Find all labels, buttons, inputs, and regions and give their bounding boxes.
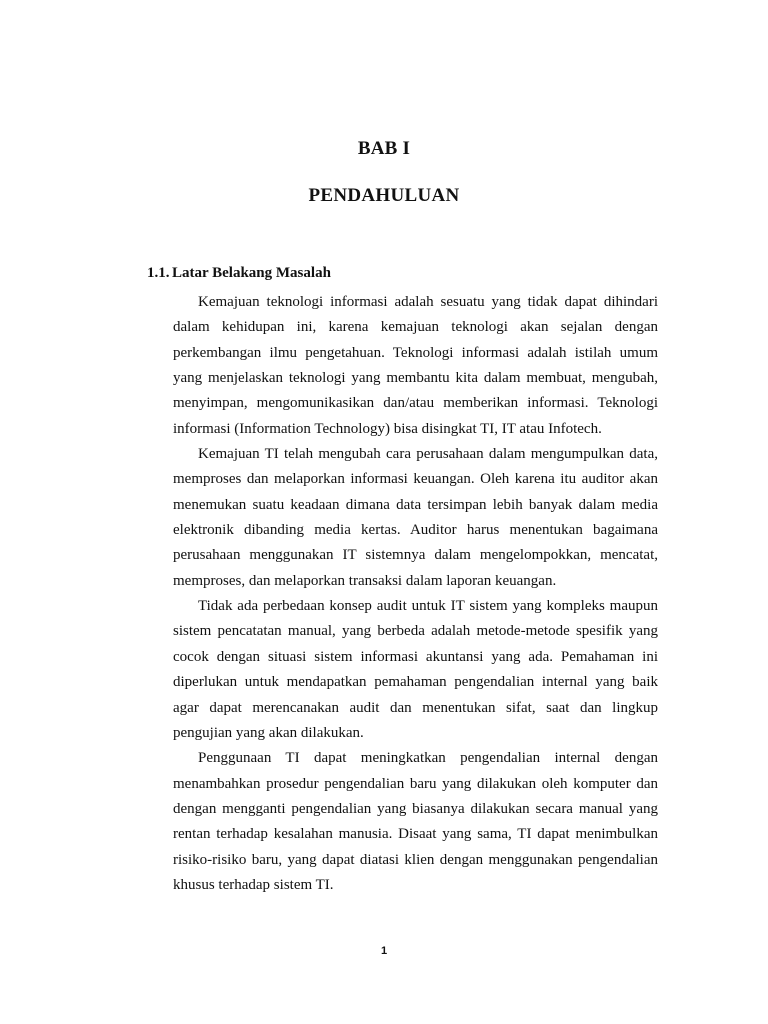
paragraph: Tidak ada perbedaan konsep audit untuk IT sistem yang kompleks maupun sistem pencatatan manual, yang berbeda adalah metode-metode spesifik yang cocok dengan situasi sistem informasi akuntansi yang ada. Pemahaman ini diperlukan untuk mendapatkan pemahaman pengendalian internal yang baik agar dapat merencanakan audit dan menentukan sifat, saat dan lingkup pengujian yang akan dilakukan.	[173, 598, 658, 741]
chapter-label: BAB I	[357, 138, 411, 159]
section-title: Latar Belakang Masalah	[172, 265, 331, 281]
section-heading	[147, 265, 331, 282]
chapter-title: PENDAHULUAN	[308, 185, 460, 206]
section-number: 1.1.	[147, 265, 170, 281]
paragraph: Penggunaan TI dapat meningkatkan pengendalian internal dengan menambahkan prosedur pengendalian baru yang dilakukan oleh komputer dan dengan mengganti pengendalian yang biasanya dilakukan secara manual yang rentan terhadap kesalahan manusia. Disaat yang sama, TI dapat menimbulkan risiko-risiko baru, yang dapat diatasi klien dengan menggunakan pengendalian khusus terhadap sistem TI.	[173, 750, 658, 893]
page-number: 1	[380, 945, 388, 957]
paragraph: Kemajuan TI telah mengubah cara perusahaan dalam mengumpulkan data, memproses dan melaporkan informasi keuangan. Oleh karena itu auditor akan menemukan suatu keadaan dimana data tersimpan lebih banyak dalam media elektronik dibanding media kertas. Auditor harus menentukan bagaimana perusahaan menggunakan IT sistemnya dalam mengelompokkan, mencatat, memproses, dan melaporkan transaksi dalam laporan keuangan.	[173, 446, 658, 589]
paragraph: Kemajuan teknologi informasi adalah sesuatu yang tidak dapat dihindari dalam kehidupan ini, karena kemajuan teknologi akan sejalan dengan perkembangan ilmu pengetahuan. Teknologi informasi adalah istilah umum yang menjelaskan teknologi yang membantu kita dalam membuat, mengubah, menyimpan, mengomunikasikan dan/atau memberikan informasi. Teknologi informasi (Information Technology) bisa disingkat TI, IT atau Infotech.	[173, 294, 658, 437]
body-text	[173, 290, 658, 898]
